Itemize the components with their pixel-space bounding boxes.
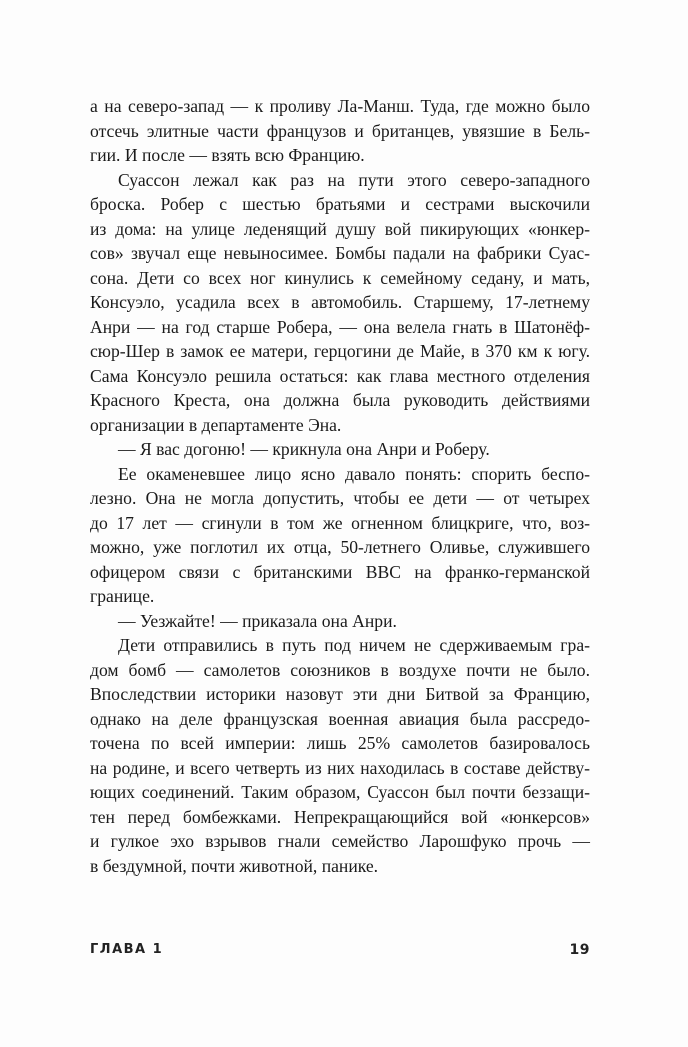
text-line: отсечь элитные части французов и британцев, увязшие в Бель- xyxy=(90,120,590,141)
chapter-label: ГЛАВА 1 xyxy=(90,942,164,957)
text-line: ющих соединений. Таким образом, Суассон был почти беззащи- xyxy=(90,782,590,802)
text-line: тен перед бомбежками. Непрекращающийся вой «юнкерсов» xyxy=(90,806,590,827)
text-line: из дома: на улице леденящий душу вой пикирующих «юнкер- xyxy=(90,218,590,239)
text-line: Сама Консуэло решила остаться: как глава местного отделения xyxy=(90,365,590,386)
text-line: Ее окаменевшее лицо ясно давало понять: спорить беспо- xyxy=(118,463,590,484)
body-text xyxy=(90,94,590,878)
text-line: сов» звучал еще невыносимее. Бомбы падали на фабрики Суас- xyxy=(90,243,590,263)
text-line: — Уезжайте! — приказала она Анри. xyxy=(118,610,397,631)
text-line: до 17 лет — сгинули в том же огненном блицкриге, что, воз- xyxy=(90,512,590,533)
text-line: можно, уже поглотил их отца, 50-летнего Оливье, служившего xyxy=(90,537,590,557)
text-line: и гулкое эхо взрывов гнали семейство Ларошфуко прочь — xyxy=(90,831,590,851)
page-number: 19 xyxy=(569,942,590,958)
text-line: гии. И после — взять всю Францию. xyxy=(90,145,365,165)
text-line: броска. Робер с шестью братьями и сестрами выскочили xyxy=(90,194,590,214)
text-line: дом бомб — самолетов союзников в воздухе почти не было. xyxy=(90,659,590,680)
text-line: Впоследствии историки назовут эти дни Битвой за Францию, xyxy=(90,684,590,704)
text-line: Красного Креста, она должна была руководить действиями xyxy=(90,390,590,410)
page-footer xyxy=(90,942,590,962)
text-line: Анри — на год старше Робера, — она велела гнать в Шатонёф- xyxy=(90,316,590,337)
text-line: Дети отправились в путь под ничем не сдерживаемым гра- xyxy=(118,635,590,655)
text-line: однако на деле французская военная авиация была рассредо- xyxy=(90,708,590,729)
text-line: сона. Дети со всех ног кинулись к семейному седану, и мать, xyxy=(90,267,590,288)
text-line: — Я вас догоню! — крикнула она Анри и Роберу. xyxy=(118,439,490,459)
text-line: в бездумной, почти животной, панике. xyxy=(90,855,379,876)
text-line: точена по всей империи: лишь 25% самолетов базировалось xyxy=(90,733,590,753)
text-line: на родине, и всего четверть из них находилась в составе действу- xyxy=(90,757,590,778)
text-line: лезно. Она не могла допустить, чтобы ее дети — от четырех xyxy=(90,488,590,508)
text-line: границе. xyxy=(90,586,155,606)
text-line: Консуэло, усадила всех в автомобиль. Старшему, 17-летнему xyxy=(90,292,590,312)
text-line: а на северо-запад — к проливу Ла-Манш. Туда, где можно было xyxy=(90,96,590,116)
text-line: Суассон лежал как раз на пути этого северо-западного xyxy=(118,169,590,190)
text-line: сюр-Шер в замок ее матери, герцогини де Майе, в 370 км к югу. xyxy=(90,341,590,361)
text-line: организации в департаменте Эна. xyxy=(90,414,342,435)
text-line: офицером связи с британскими ВВС на франко-германской xyxy=(90,561,590,582)
